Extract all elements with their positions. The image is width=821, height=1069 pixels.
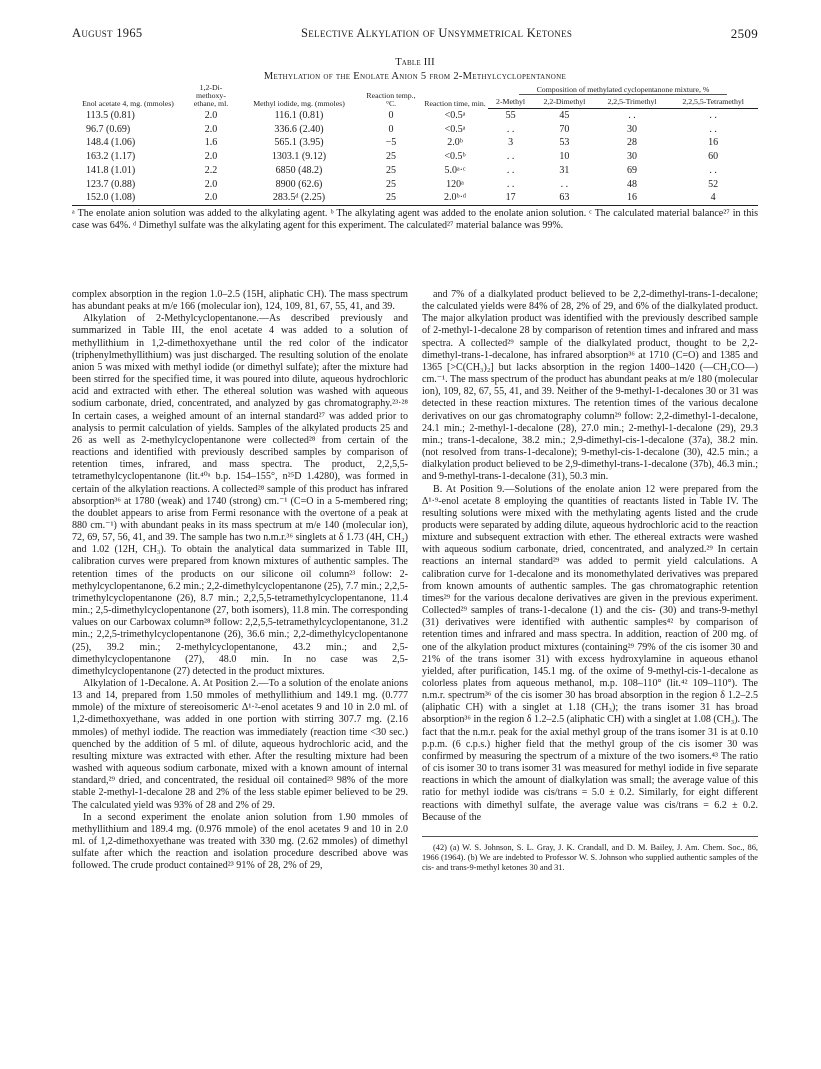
table-cell: . . bbox=[709, 123, 717, 135]
paragraph: In a second experiment the enolate anion solution from 1.90 mmoles of methyllithium and 189.4 mg. (0.976 mmole) of the enol acetates 9 and 10 in 2.0 ml. of 1,2-dimethoxyethane was treated with 330 mg. (2.62 mmoles) of dimethyl sulfate after which the reaction and isolation procedure described above was followed. The crude product contained²³ 91% of 28, 2% of 29, bbox=[72, 811, 408, 872]
footnote bbox=[422, 836, 758, 874]
col-2-2-dimethyl: 2,2-Dimethyl bbox=[533, 95, 596, 108]
table-cell: 70 bbox=[559, 123, 570, 135]
table-label: Table III bbox=[395, 57, 435, 68]
table-row bbox=[72, 123, 758, 137]
table-cell: 2.0 bbox=[184, 191, 238, 205]
table-row bbox=[72, 136, 758, 150]
table-cell: 148.4 (1.06) bbox=[86, 137, 136, 149]
table-cell: 69 bbox=[627, 164, 637, 176]
table-cell: 3 bbox=[508, 137, 514, 149]
right-column bbox=[422, 289, 758, 874]
table-cell: 60 bbox=[708, 151, 719, 163]
table-cell: 116.1 (0.81) bbox=[274, 109, 324, 121]
table-notes: ᵃ The enolate anion solution was added to the alkylating agent. ᵇ The alkylating agent was added to the enolate anion solution. ᶜ The calculated material balance²⁷ in this case was 64%. ᵈ Dimethyl sulfate was the alkylating agent for this experiment. The calculated²⁷ material balance was 99%. bbox=[72, 207, 758, 232]
paragraph: Alkylation of 2-Methylcyclopentanone.—As described previously and summarized in Table III, the enol acetate 4 was added to a solution of methyllithium in 1,2-dimethoxyethane until the red color of the indicator (triphenylmethyllithium) was just discharged. The resulting solution of the enolate anion 5 was mixed with methyl iodide (or dimethyl sulfate); after the mixture had been stirred for the specified time, it was poured into dilute, aqueous hydrochloric acid and extracted with ether. The ethereal solution was washed with aqueous sodium carbonate, dried, concentrated, and analyzed by gas chromatography.²³·²⁸ In certain cases, a weighed amount of an internal standard²⁷ was added prior to analysis to permit calculation of yields. Samples of the alkylated products 25 and 26 as well as 2-methylcyclopentanone were collected²⁸ from certain of the reactions and identified with previously described samples by comparison of retention times, infrared, and mass spectra. The product, 2,2,5,5-tetramethylcyclopentanone (lit.⁴⁰ᵃ b.p. 154–155°, n²⁵D 1.4280), was formed in certain of the alkylation reactions. A collected²⁸ sample of this product has infrared absorption³⁶ at 1780 (weak) and 1740 (strong) cm.⁻¹ (C=O in a 5-membered ring; the doublet appears to arise from Fermi resonance with the overtone of a peak at 880 cm.⁻¹) with abundant peaks in its mass spectrum at m/e 140 (molecular ion), 72, 69, 57, 56, 41, and 39. The sample has two n.m.r.³⁶ singlets at δ 1.73 (4H, CH₂) and 1.02 (12H, CH₃). To obtain the analytical data summarized in Table III, calibration curves were prepared from known mixtures of authentic samples. The retention times of the products on our silicone oil column²³ follow: 2-methylcyclopentanone, 6.2 min.; 2,2-dimethylcyclopentanone (25), 7.7 min.; 2,2,5-trimethylcyclopentanone (26), 8.7 min.; 2,2,5,5-tetramethylcyclopentanone, 11.4 min.; 2,5-dimethylcyclopentanone (27, both isomers), 11.8 min. The corresponding values on our Carbowax column²⁸ follow: 2,2,5,5-tetramethylcyclopentanone, 31.2 min.; 2,2,5-trimethylcyclopentanone (26), 36.6 min.; 2,2-dimethylcyclopentanone (25), 39.2 min.; 2-methylcyclopentanone, 43.2 min.; and 2,5-dimethylcyclopentanone (27), 48.0 min. In no case was 2,5-dimethylcyclopentanone (27) detected in the product mixtures. bbox=[72, 313, 408, 677]
table-cell: 4 bbox=[668, 191, 758, 205]
table-cell: 2.0 bbox=[204, 151, 218, 163]
table-cell: 0 bbox=[388, 109, 394, 121]
col-2-2-5-trimethyl: 2,2,5-Trimethyl bbox=[596, 95, 669, 108]
paragraph: and 7% of a dialkylated product believed to be 2,2-dimethyl-trans-1-decalone; the calculated yields were 84% of 28, 2% of 29, and 6% of the dialkylated product. The major alkylation product was identified with the previously described sample of 2-methyl-1-decalone 28 by comparison of retention times and infrared and mass spectra. A collected²⁹ sample of the dialkylated product, thought to be 2,2-dimethyl-trans-1-decalone, has infrared absorption³⁶ at 1710 (C=O) and 1385 and 1365 [>C(CH₃)₂] but lacks absorption in the region 1400–1420 (—CH₂CO—) cm.⁻¹. The mass spectrum of the product has abundant peaks at m/e 180 (molecular ion), 109, 82, 67, 55, 41, and 39. Neither of the 9-methyl-1-decalones 30 or 31 was detected in these reaction mixtures. The retention times of the various decalone derivatives on our gas chromatography column²⁹ follow: 2,2-dimethyl-1-decalone, 24.1 min.; 2-methyl-1-decalone (28), 27.0 min.; 2-methyl-1-decalone (29), 29.3 min.; trans-1-decalone, 38.2 min.; 2,9-dimethyl-cis-1-decalone (37a), 38.2 min. (not resolved from trans-1-decalone); 9-methyl-cis-1-decalone (30), 42.5 min.; a dialkylation product believed to be 2,9-dimethyl-trans-1-decalone (37b), 46.3 min.; and 9-methyl-trans-1-decalone (31), 50.3 min. bbox=[422, 289, 758, 483]
table-cell: 1.6 bbox=[204, 137, 218, 149]
table-cell: . . bbox=[709, 164, 717, 176]
table-cell: 31 bbox=[559, 164, 570, 176]
table-cell: 6850 (48.2) bbox=[275, 164, 323, 176]
table-cell: 10 bbox=[559, 151, 570, 163]
left-column bbox=[72, 289, 408, 874]
table-cell: 565.1 (3.95) bbox=[274, 137, 324, 149]
table-cell: 16 bbox=[596, 191, 669, 205]
running-header bbox=[72, 26, 758, 42]
table-cell: . . bbox=[560, 178, 569, 190]
table-cell: 113.5 (0.81) bbox=[86, 109, 135, 121]
col-2-methyl: 2-Methyl bbox=[488, 95, 533, 108]
table-cell: 123.7 (0.88) bbox=[86, 178, 136, 190]
col-time: Reaction time, min. bbox=[424, 99, 486, 109]
table-cell: 2.0 bbox=[204, 123, 218, 135]
col-methyl-iodide: Methyl iodide, mg. (mmoles) bbox=[253, 99, 345, 109]
table-cell: 163.2 (1.17) bbox=[86, 151, 136, 163]
col-enol-acetate: Enol acetate 4, mg. (mmoles) bbox=[82, 99, 174, 109]
table-cell: 25 bbox=[386, 178, 396, 190]
table-row bbox=[72, 164, 758, 178]
table-cell: . . bbox=[506, 178, 515, 190]
table-cell: 25 bbox=[386, 151, 396, 163]
col-temp: Reaction temp., °C. bbox=[366, 91, 416, 109]
table-cell: <0.5ᵃ bbox=[444, 123, 466, 135]
table-row bbox=[72, 109, 758, 123]
table-row bbox=[72, 150, 758, 164]
paragraph: complex absorption in the region 1.0–2.5 (15H, aliphatic CH). The mass spectrum has abundant peaks at m/e 166 (molecular ion), 124, 109, 81, 67, 55, 41, and 39. bbox=[72, 289, 408, 313]
table-cell: 25 bbox=[386, 164, 396, 176]
table-cell: 2.2 bbox=[204, 164, 218, 176]
table-row bbox=[72, 191, 758, 205]
body-columns bbox=[72, 289, 758, 874]
table-cell: 30 bbox=[627, 151, 637, 163]
table-cell: 1303.1 (9.12) bbox=[271, 151, 327, 163]
table-cell: 53 bbox=[559, 137, 570, 149]
table-cell: . . bbox=[506, 123, 515, 135]
table-cell: 45 bbox=[559, 110, 570, 122]
footnote-42: (42) (a) W. S. Johnson, S. L. Gray, J. K. Crandall, and D. M. Bailey, J. Am. Chem. Soc., 86, 1966 (1964). (b) We are indebted to Professor W. S. Johnson who supplied authentic samples of the cis- and trans-9-methyl ketones 30 and 31. bbox=[422, 842, 758, 873]
header-date: August 1965 bbox=[72, 26, 143, 40]
table-cell: 5.0ᵃ·ᶜ bbox=[444, 164, 466, 176]
table-cell: 8900 (62.6) bbox=[275, 178, 323, 190]
table-row bbox=[72, 178, 758, 192]
table-cell: 2.0 bbox=[204, 178, 218, 190]
table-cell: . . bbox=[628, 110, 636, 122]
col-dme: 1,2-Di-methoxy-ethane, ml. bbox=[193, 83, 229, 109]
table-cell: 2.0ᵇ·ᵈ bbox=[422, 191, 488, 205]
table-cell: 2.0ᵇ bbox=[447, 137, 463, 149]
paragraph: B. At Position 9.—Solutions of the enolate anion 12 were prepared from the Δ¹·⁹-enol acetate 8 employing the quantities of reactants listed in Table IV. The resulting solutions were mixed with the methylating agents listed and the crude products were separated by adding dilute, aqueous hydrochloric acid to the reaction mixture and subsequent extraction with ether. The ethereal extracts were washed with aqueous sodium carbonate, dried, concentrated, and analyzed.²⁹ In certain reactions an internal standard²⁹ was added to permit yield calculations. A calibration curve for 1-decalone and its monomethylated derivatives was prepared from known amounts of authentic samples. The gas chromatographic retention times²⁹ for the various decalone derivatives are given in the previous experiment. Collected²⁹ samples of trans-1-decalone (1) and the cis- (30) and trans-9-methyl (31) derivatives were identified with authentic samples⁴² by comparison of retention times and infrared and mass spectra. In addition, reaction of 200 mg. of one of the alkylation product mixtures (containing²⁹ 79% of the cis isomer 30 and 21% of the trans isomer 31) with excess hydroxylamine in aqueous ethanol yielded, after purification, 145.1 mg. of the oxime of 9-methyl-cis-1-decalone as colorless plates from aqueous methanol, m.p. 108–110° (lit.⁴² 109–110°). The n.m.r. spectrum³⁶ of the cis isomer 30 has broad absorption in the region δ 1.2–2.5 (aliphatic CH) with a singlet at 1.18 (CH₃); the trans isomer 31 has broad absorption³⁶ in the region δ 1.2–2.5 (aliphatic CH) with a singlet at 1.08 (CH₃). The fact that the n.m.r. peak for the axial methyl group of the trans isomer 31 is at 0.10 p.p.m. (6 c.p.s.) higher field that the methyl group of the cis isomer 30 was confirmed by measuring the spectrum of a mixture of the two isomers.⁴³ The ratio of cis isomer 30 to trans isomer 31 was measured for methyl iodide in five separate reactions in which the amount of dialkylation was small; the average value of this ratio for methyl iodide was cis/trans = 5.0 ± 0.2. Similarly, for eight different reactions with dimethyl sulfate, the average value was cis/trans = 6.2 ± 0.2. Because of the bbox=[422, 483, 759, 823]
table-cell: 120ᵃ bbox=[446, 178, 464, 190]
table-cell: 152.0 (1.08) bbox=[72, 191, 184, 205]
header-title: Selective Alkylation of Unsymmetrical Ketones bbox=[301, 26, 573, 40]
page bbox=[72, 26, 758, 232]
paragraph: Alkylation of 1-Decalone. A. At Position 2.—To a solution of the enolate anions 13 and 14, prepared from 1.50 mmoles of methyllithium and 149.1 mg. (0.777 mmole) of the mixture of stereoisomeric Δ¹·²-enol acetates 9 and 10 in 2.0 ml. of 1,2-dimethoxyethane, was added in one portion with stirring 307.7 mg. (2.16 mmoles) of methyl iodide. The reaction was immediately (reaction time <30 sec.) quenched by the addition of 5 ml. of dilute, aqueous hydrochloric acid, and the resulting mixture was extracted with ether. After the resulting mixture had been washed with aqueous sodium carbonate, mixed with a known amount of internal standard,²⁹ dried, and concentrated, the residual oil contained²³ 98% of the more stable 2-methyl-1-decalone 28 and 2% of the less stable epimer believed to be 29. The calculated yield was 93% of 28 and 2% of 29. bbox=[72, 678, 408, 811]
table-cell: 63 bbox=[533, 191, 596, 205]
table-cell: 336.6 (2.40) bbox=[274, 123, 324, 135]
table-cell: 28 bbox=[627, 137, 637, 149]
table-cell: 30 bbox=[627, 123, 637, 135]
table-cell: 16 bbox=[708, 137, 719, 149]
table-cell: . . bbox=[506, 164, 515, 176]
table-cell: . . bbox=[709, 110, 717, 122]
table-cell: 55 bbox=[505, 110, 516, 122]
table-cell: <0.5ᵇ bbox=[444, 151, 466, 163]
table-cell: 141.8 (1.01) bbox=[86, 164, 136, 176]
table-cell: 0 bbox=[388, 123, 394, 135]
table-body bbox=[72, 109, 758, 206]
table-cell: <0.5ᵃ bbox=[444, 109, 466, 121]
table-cell: 17 bbox=[488, 191, 533, 205]
table-cell: 2.0 bbox=[204, 109, 218, 121]
table-cell: −5 bbox=[385, 137, 397, 149]
table-cell: . . bbox=[506, 151, 515, 163]
col-group-composition: Composition of methylated cyclopentanone mixture, % bbox=[488, 84, 758, 95]
col-tetramethyl: 2,2,5,5-Tetramethyl bbox=[668, 95, 758, 108]
table-cell: 48 bbox=[627, 178, 637, 190]
table-cell: 283.5ᵈ (2.25) bbox=[238, 191, 360, 205]
table-cell: 96.7 (0.69) bbox=[86, 123, 131, 135]
data-table bbox=[72, 84, 758, 206]
page-number: 2509 bbox=[730, 26, 758, 41]
table-caption: Methylation of the Enolate Anion 5 from 2-Methylcyclopentanone bbox=[263, 71, 567, 82]
table-cell: 52 bbox=[708, 178, 719, 190]
table-cell: 25 bbox=[360, 191, 422, 205]
